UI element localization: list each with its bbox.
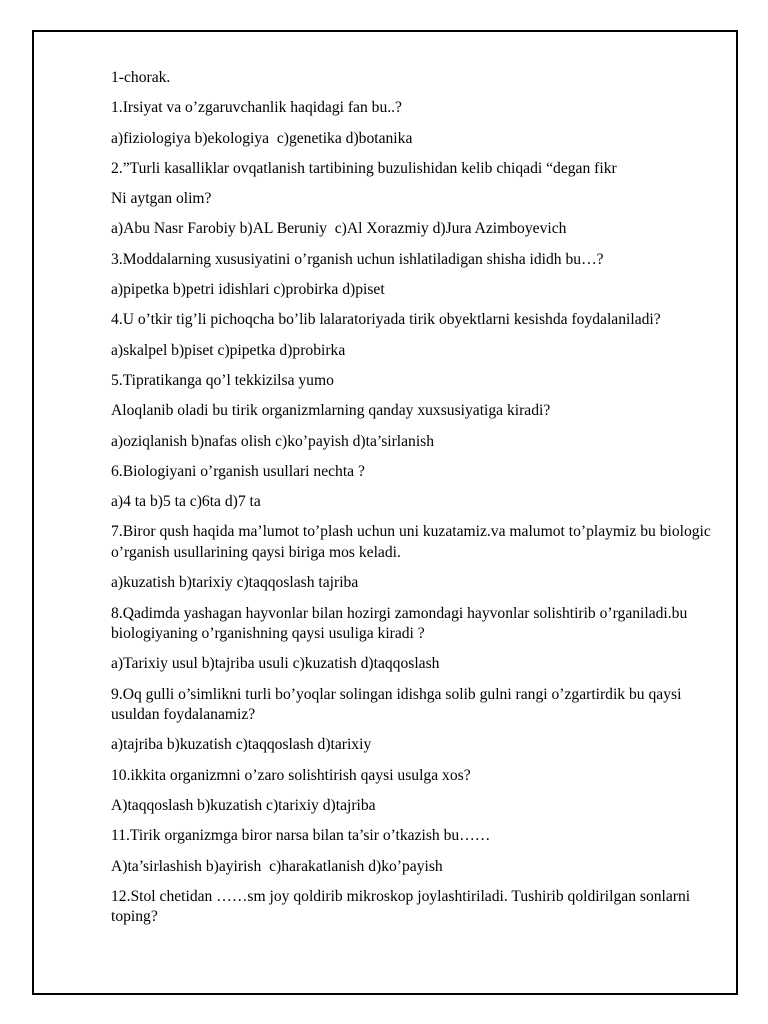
question-2-line-2: Ni aytgan olim? [111,190,212,208]
question-7: 7.Biror qush haqida ma’lumot to’plash uchun uni kuzatamiz.va malumot to’playmiz bu biologic o’rganish usullarining qaysi biriga mos keladi. [111,523,715,561]
answers-6: a)4 ta b)5 ta c)6ta d)7 ta [111,493,261,511]
answers-9: a)tajriba b)kuzatish c)taqqoslash d)tarixiy [111,736,372,754]
question-11: 11.Tirik organizmga biror narsa bilan ta’sir o’tkazish bu…… [111,827,491,845]
question-9: 9.Oq gulli o’simlikni turli bo’yoqlar solingan idishga solib gulni rangi o’zgartirdik bu qaysi usuldan foydalanamiz? [111,685,686,724]
answers-3: a)pipetka b)petri idishlari c)probirka d)piset [111,281,385,299]
answers-5: a)oziqlanish b)nafas olish c)ko’payish d)ta’sirlanish [111,432,435,450]
document-page [32,30,738,995]
question-1: 1.Irsiyat va o’zgaruvchanlik haqidagi fan bu..? [111,99,402,117]
question-6: 6.Biologiyani o’rganish usullari nechta ? [111,462,365,480]
question-5-line-2: Aloqlanib oladi bu tirik organizmlarning qanday xuxsusiyatiga kiradi? [111,402,551,420]
question-2-line-1: 2.”Turli kasalliklar ovqatlanish tartibining buzulishidan kelib chiqadi “degan fikr [111,159,617,177]
answers-8: a)Tarixiy usul b)tajriba usuli c)kuzatish d)taqqoslash [111,655,440,673]
question-4: 4.U o’tkir tig’li pichoqcha bo’lib lalaratoriyada tirik obyektlarni kesishda foydalaniladi? [111,311,661,329]
question-8: 8.Qadimda yashagan hayvonlar bilan hozirgi zamondagi hayvonlar solishtirib o’rganiladi.bu biologiyaning o’rganishning qaysi usuliga kiradi ? [111,604,692,643]
answers-7: a)kuzatish b)tarixiy c)taqqoslash tajriba [111,574,359,592]
question-5-line-1: 5.Tipratikanga qo’l tekkizilsa yumo [111,371,334,389]
quarter-heading: 1-chorak. [111,69,171,86]
answers-11: A)ta’sirlashish b)ayirish c)harakatlanish d)ko’payish [111,857,443,875]
document-content [111,68,715,938]
question-10: 10.ikkita organizmni o’zaro solishtirish qaysi usulga xos? [111,766,471,784]
answers-1: a)fiziologiya b)ekologiya c)genetika d)botanika [111,129,413,147]
question-3: 3.Moddalarning xususiyatini o’rganish uchun ishlatiladigan shisha ididh bu…? [111,250,604,268]
answers-4: a)skalpel b)piset c)pipetka d)probirka [111,341,346,359]
answers-10: A)taqqoslash b)kuzatish c)tarixiy d)tajriba [111,797,376,815]
question-12: 12.Stol chetidan ……sm joy qoldirib mikroskop joylashtiriladi. Tushirib qoldirilgan sonlarni toping? [111,887,695,926]
answers-2: a)Abu Nasr Farobiy b)AL Beruniy c)Al Xorazmiy d)Jura Azimboyevich [111,220,567,238]
